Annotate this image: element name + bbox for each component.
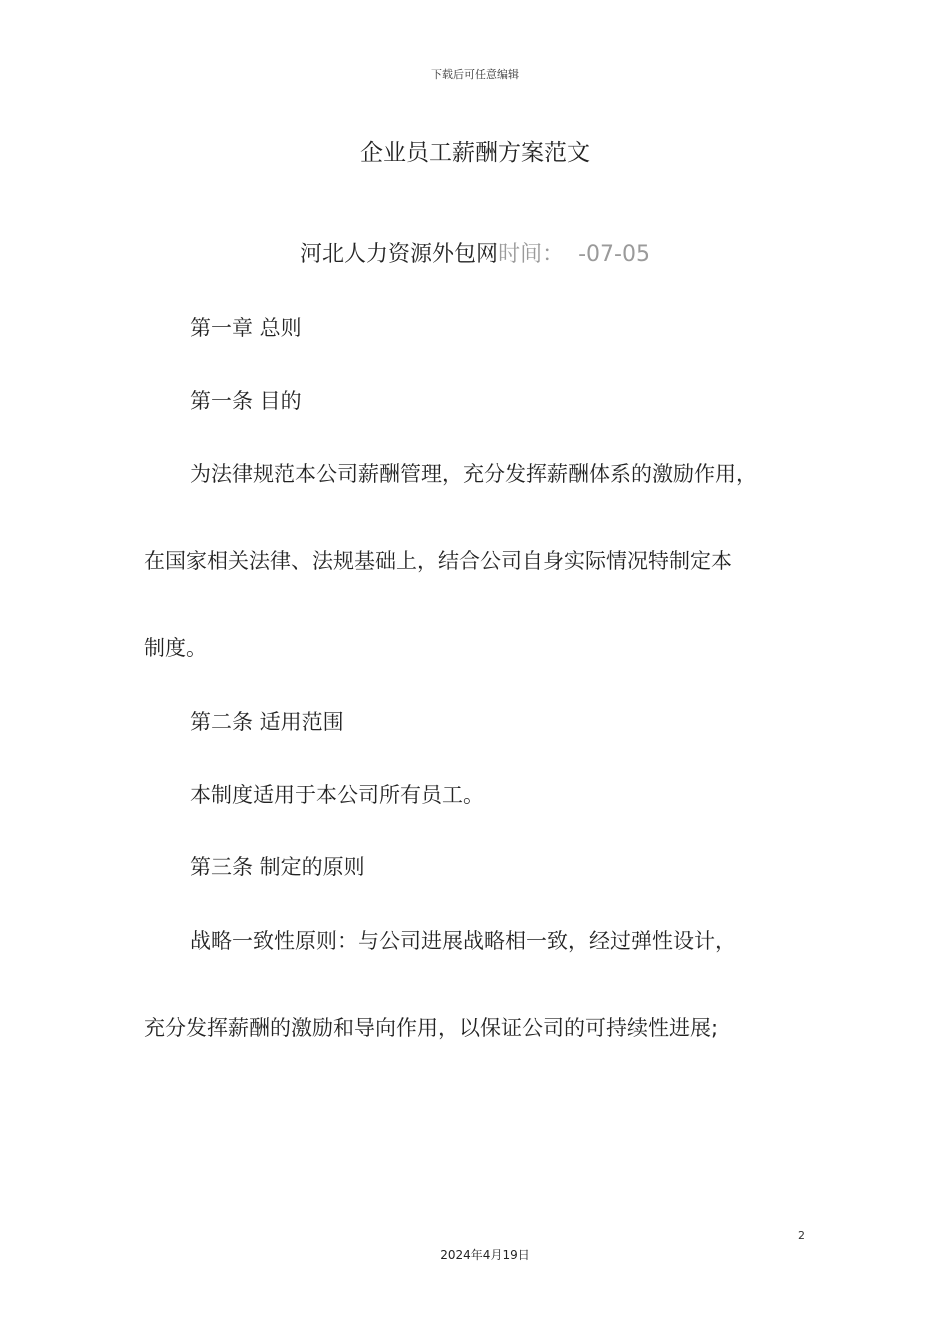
chapter-heading: 第一章 总则	[190, 316, 302, 340]
time-label: 时间：	[498, 242, 565, 267]
article-heading-purpose: 第一条 目的	[190, 389, 302, 413]
document-title: 企业员工薪酬方案范文	[360, 140, 590, 166]
time-value: -07-05	[578, 242, 650, 267]
paragraph-line: 充分发挥薪酬的激励和导向作用，以保证公司的可持续性进展;	[144, 1016, 719, 1040]
paragraph-line: 战略一致性原则：与公司进展战略相一致，经过弹性设计，	[190, 929, 736, 953]
document-source-line	[0, 237, 950, 268]
paragraph-line: 在国家相关法律、法规基础上，结合公司自身实际情况特制定本	[144, 549, 732, 573]
page-number: 2	[798, 1229, 805, 1242]
article-heading-scope: 第二条 适用范围	[190, 710, 344, 734]
article-heading-principles: 第三条 制定的原则	[190, 855, 365, 879]
paragraph-line: 为法律规范本公司薪酬管理，充分发挥薪酬体系的激励作用，	[190, 462, 757, 486]
footer-date: 2024年4月19日	[440, 1248, 530, 1262]
source-name: 河北人力资源外包网	[300, 242, 499, 267]
paragraph-line: 本制度适用于本公司所有员工。	[190, 783, 484, 807]
paragraph-line: 制度。	[144, 636, 207, 660]
header-note: 下载后可任意编辑	[431, 68, 519, 81]
